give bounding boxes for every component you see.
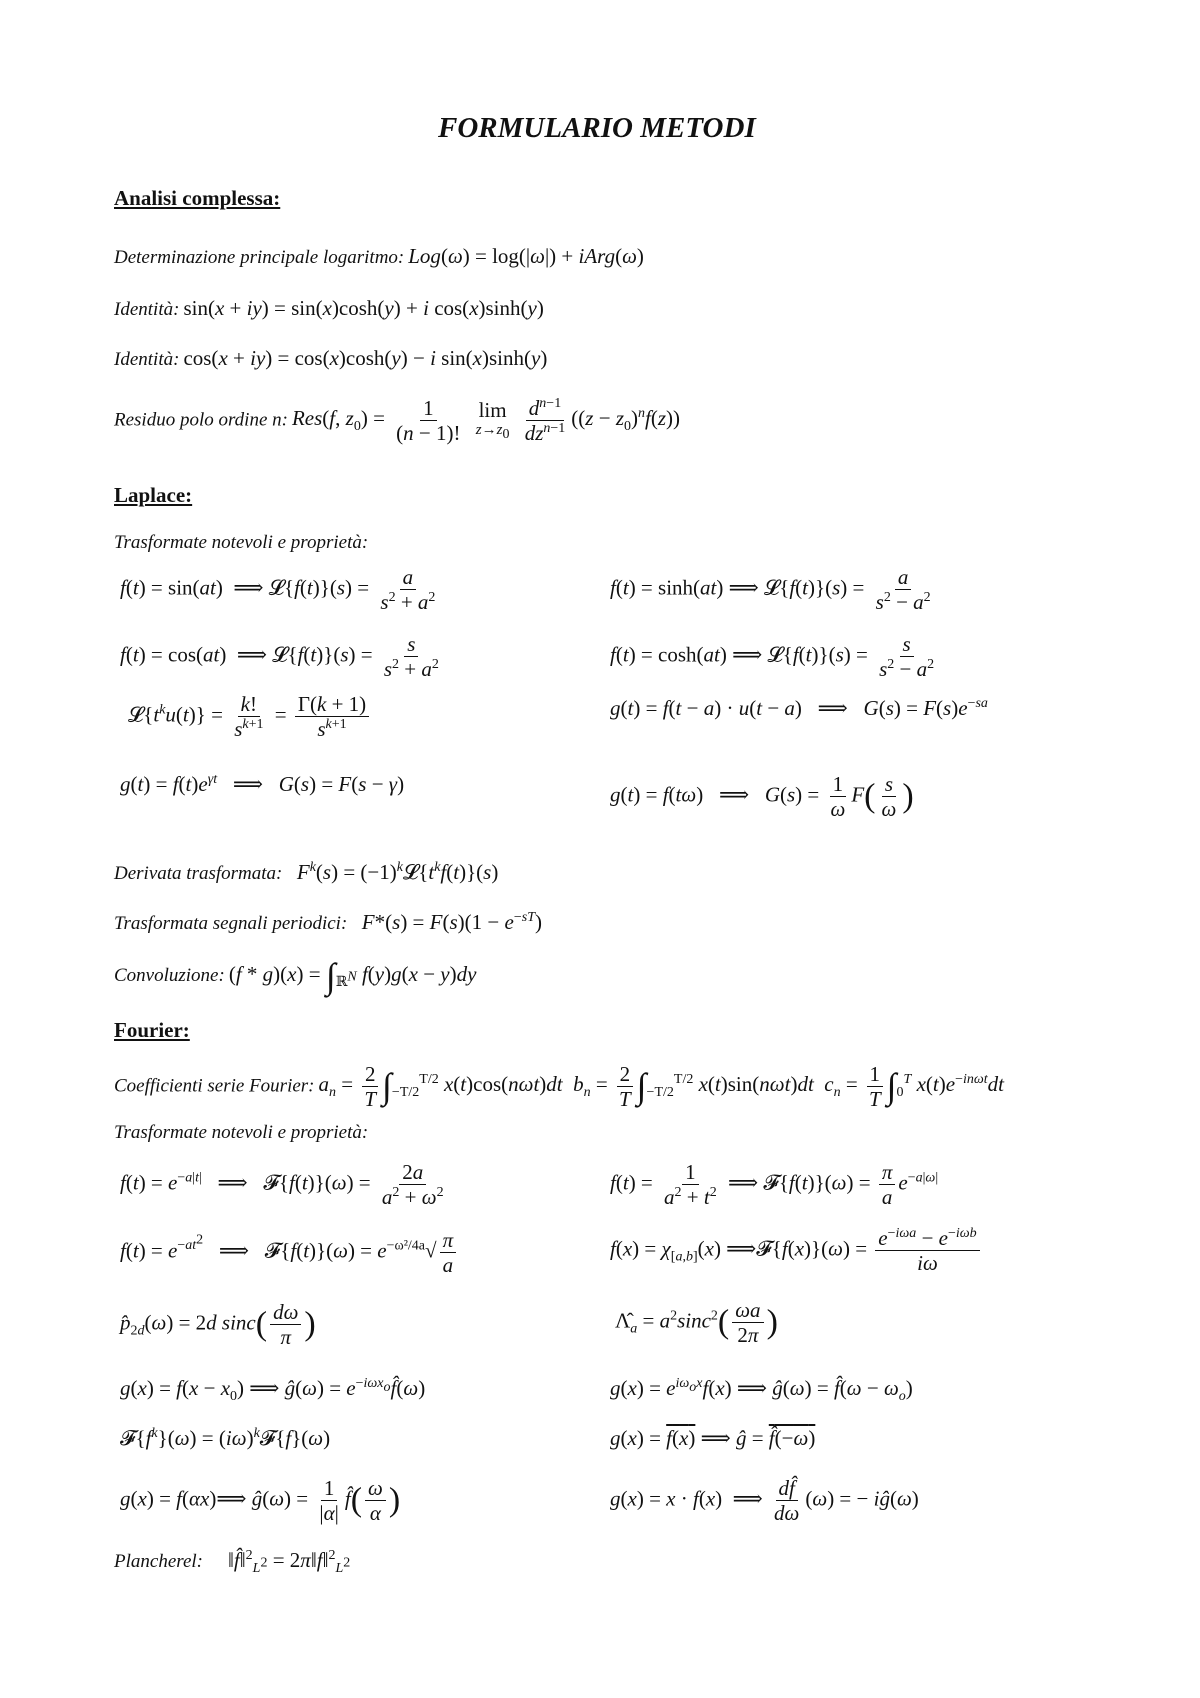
fourier-lorentz: f(t) = $\frac{1}{a^2 + t^2}$ ⟹ 𝓕{f(t)}(ω) = $\frac{\pi}{a}$ $e^{-a|\omega|}$ — [610, 1160, 939, 1210]
formula-convolution: Convoluzione: $(f * g)(x) = \int_{ℝ^N}$ f(y)g(x − y)dy — [114, 956, 477, 996]
fourier-pulse: $p̂_{2d}(\omega) = 2d$ sinc( $\frac{d\omega}{\pi}$ ) — [120, 1300, 316, 1350]
fourier-triangle: $\Lambdâ_a = a^2\sin c^2$( $\frac{\omega a}{2\pi}$ ) — [615, 1298, 778, 1348]
section-complex-analysis: Analisi complessa: — [114, 186, 281, 210]
formula-identity-cos: Identità: cos(x + iy) = cos(x)cosh(y) − i sin(x)sinh(y) — [114, 346, 548, 370]
formula-fourier-coefficients: Coefficienti serie Fourier: $a_n$ = $\frac{2}{T}$ $\int_{-T/2}^{T/2}$ x(t)cos(nωt)dt $b_n$ = $\frac{2}{T}$ $\int_{-T/2}^{T/2}$ x(t)sin(nωt)dt $c_n$ = $\frac{1}{T}$ $\int_0^T$ $x(t)e^{-in\omega t}dt$ — [114, 1062, 1004, 1112]
page-title: FORMULARIO METODI — [438, 112, 756, 144]
label-identity-1: Identità: — [114, 299, 180, 320]
formula-plancherel: Plancherel: ‖f̂‖$^2_{L^2}$ = 2π‖f‖$^2_{L^2}$ — [114, 1548, 351, 1577]
label-derivative: Derivata trasformata: — [114, 863, 283, 884]
formula-residue: Residuo polo ordine n: Res(f, $z_0$) = $\frac{1}{(n - 1)!}$ lim $z\to z_0$ $\frac{d^{n-1}}{dz^{n-1}}$ $((z - z_0)^nf(z))$ — [114, 396, 681, 446]
label-residue: Residuo polo ordine n: — [114, 409, 288, 431]
formula-derivative: Derivata trasformata: $F^k(s)$ = $(-1)^k𝓛\{t^kf(t)\}(s)$ — [114, 860, 499, 884]
label-plancherel: Plancherel: — [114, 1551, 203, 1572]
fourier-time-shift: $g(x) = f(x - x_0)$ ⟹ ĝ(ω) = $e^{-i\omega x_o}f̂(\omega)$ — [120, 1376, 426, 1405]
label-laplace-notable: Trasformate notevoli e proprietà: — [114, 532, 369, 553]
fourier-exp-abs: $f(t) = e^{-a|t|}$ ⟹ 𝓕{f(t)}(ω) = $\frac{2a}{a^2 + \omega^2}$ — [120, 1160, 444, 1210]
laplace-shift-time: g(t) = f(t − a) · u(t − a) ⟹ $G(s) = F(s)e^{-sa}$ — [610, 696, 988, 720]
laplace-sin: f(t) = sin(at) ⟹ 𝓛{f(t)}(s) = $\frac{a}{s^2 + a^2}$ — [120, 565, 436, 615]
fourier-derivative: $𝓕\{f^k\}(\omega)$ = $(i\omega)^k𝓕\{f\}(\omega)$ — [120, 1426, 331, 1450]
label-log: Determinazione principale logaritmo: — [114, 247, 405, 268]
label-identity-2: Identità: — [114, 349, 180, 370]
label-fourier-series: Coefficienti serie Fourier: — [114, 1075, 315, 1097]
laplace-sinh: f(t) = sinh(at) ⟹ 𝓛{f(t)}(s) = $\frac{a}{s^2 - a^2}$ — [610, 565, 931, 615]
laplace-cosh: f(t) = cosh(at) ⟹ 𝓛{f(t)}(s) = $\frac{s}{s^2 - a^2}$ — [610, 632, 935, 682]
formula-periodic: Trasformata segnali periodici: $F*(s) = F(s)(1 - e^{-sT})$ — [114, 910, 542, 934]
label-convolution: Convoluzione: — [114, 965, 225, 987]
laplace-shift-freq: $g(t) = f(t)e^{\gamma t}$ ⟹ G(s) = F(s − γ) — [120, 772, 405, 796]
section-laplace: Laplace: — [114, 483, 193, 507]
formula-log: Determinazione principale logaritmo: Log(ω) = log(|ω|) + iArg(ω) — [114, 244, 644, 268]
fourier-scaling: g(x) = f(αx)⟹ ĝ(ω) = $\frac{1}{|\alpha|}$ f̂( $\frac{\omega}{\alpha}$ ) — [120, 1476, 401, 1526]
laplace-scaling: g(t) = f(tω) ⟹ G(s) = $\frac{1}{\omega}$ F( $\frac{s}{\omega}$ ) — [610, 772, 914, 822]
fourier-conjugate: g(x) = f(x) ⟹ ĝ = f̂(−ω) — [610, 1426, 816, 1450]
laplace-power: $𝓛\{t^ku(t)\}$ = $\frac{k!}{s^{k+1}}$ = $\frac{\Gamma(k + 1)}{s^{k+1}}$ — [128, 692, 372, 741]
fourier-gaussian: $f(t) = e^{-at^2}$ ⟹ 𝓕{f(t)}(ω) = $e^{-\omega^2/4a}√$ $\frac{\pi}{a}$ — [120, 1228, 459, 1277]
label-periodic: Trasformata segnali periodici: — [114, 913, 348, 934]
formula-identity-sin: Identità: sin(x + iy) = sin(x)cosh(y) + i cos(x)sinh(y) — [114, 296, 544, 320]
laplace-cos: f(t) = cos(at) ⟹ 𝓛{f(t)}(s) = $\frac{s}{s^2 + a^2}$ — [120, 632, 439, 682]
fourier-freq-shift: $g(x) = e^{i\omega_ox}f(x)$ ⟹ ĝ(ω) = f̂(ω − $\omega_o$) — [610, 1376, 913, 1405]
section-fourier: Fourier: — [114, 1018, 190, 1042]
fourier-multiplication-x: g(x) = x · f(x) ⟹ $\frac{df̂}{d\omega}$ (ω) = − iĝ(ω) — [610, 1476, 919, 1526]
fourier-indicator: $f(x) = \chi_{[a,b]}(x)$ ⟹𝓕{f(x)}(ω) = $\frac{e^{-i\omega a} - e^{-i\omega b}}{i\omega}$ — [610, 1226, 983, 1275]
label-fourier-notable: Trasformate notevoli e proprietà: — [114, 1122, 369, 1143]
